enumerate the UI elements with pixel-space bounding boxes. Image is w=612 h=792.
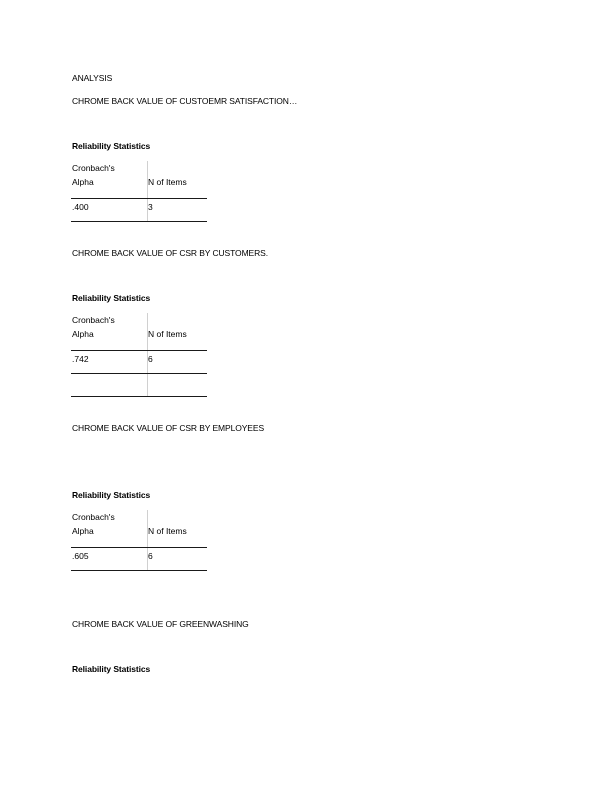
- reliability-statistics-title: Reliability Statistics: [72, 293, 151, 303]
- column-divider: [147, 374, 148, 396]
- table-row: [71, 351, 207, 374]
- reliability-statistics-title: Reliability Statistics: [72, 664, 151, 674]
- header-cronbachs: Cronbach's: [72, 512, 115, 522]
- n-items-value: 6: [148, 551, 153, 561]
- reliability-statistics-table: [71, 313, 207, 397]
- n-items-value: 6: [148, 354, 153, 364]
- table-header-row: [71, 510, 207, 548]
- section-title-csr-customers: CHROME BACK VALUE OF CSR BY CUSTOMERS.: [72, 248, 268, 258]
- alpha-value: .742: [72, 354, 89, 364]
- table-header-row: [71, 161, 207, 199]
- reliability-statistics-table: [71, 510, 207, 571]
- reliability-statistics-title: Reliability Statistics: [72, 141, 151, 151]
- n-items-value: 3: [148, 202, 153, 212]
- header-n-of-items: N of Items: [148, 329, 187, 339]
- header-cronbachs: Cronbach's: [72, 163, 115, 173]
- reliability-statistics-title: Reliability Statistics: [72, 490, 151, 500]
- header-alpha: Alpha: [72, 329, 94, 339]
- header-n-of-items: N of Items: [148, 177, 187, 187]
- alpha-value: .605: [72, 551, 89, 561]
- header-alpha: Alpha: [72, 526, 94, 536]
- header-n-of-items: N of Items: [148, 526, 187, 536]
- table-row-empty: [71, 374, 207, 397]
- section-title-greenwashing: CHROME BACK VALUE OF GREENWASHING: [72, 619, 249, 629]
- table-row: [71, 199, 207, 222]
- document-heading: ANALYSIS: [72, 73, 113, 83]
- reliability-statistics-table: [71, 161, 207, 222]
- header-alpha: Alpha: [72, 177, 94, 187]
- section-title-csr-employees: CHROME BACK VALUE OF CSR BY EMPLOYEES: [72, 423, 265, 433]
- section-title-customer-satisfaction: CHROME BACK VALUE OF CUSTOEMR SATISFACTION…: [72, 96, 298, 106]
- alpha-value: .400: [72, 202, 89, 212]
- table-row: [71, 548, 207, 571]
- table-header-row: [71, 313, 207, 351]
- header-cronbachs: Cronbach's: [72, 315, 115, 325]
